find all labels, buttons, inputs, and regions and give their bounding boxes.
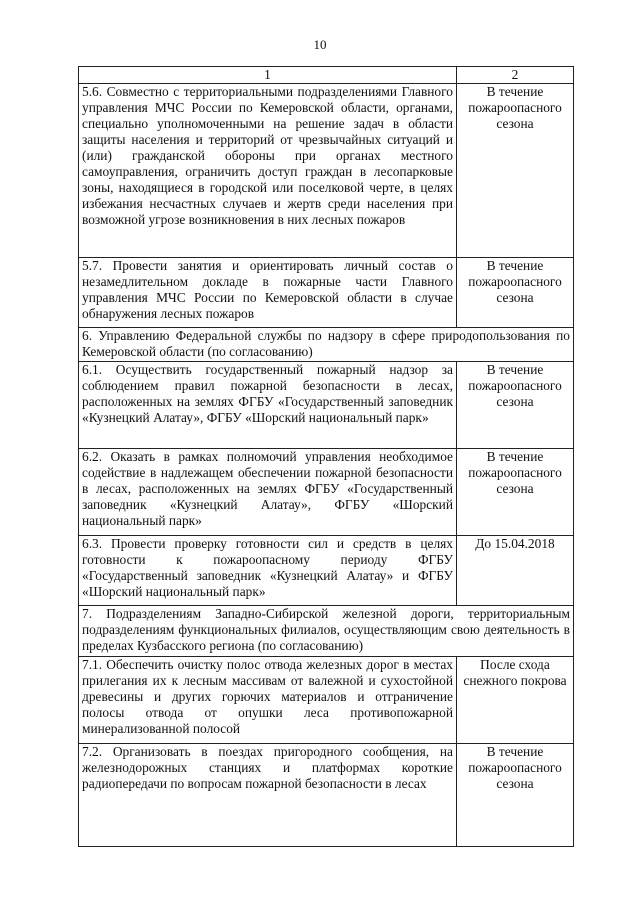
measure-term: В течение пожароопасного сезона	[457, 362, 574, 449]
table-row	[79, 362, 574, 449]
measures-table	[78, 66, 574, 847]
page-number: 10	[313, 37, 327, 52]
measure-text: 6.1. Осуществить государственный пожарный надзор за соблюдением правил пожарной безопасности в лесах, расположенных на землях ФГБУ «Государственный заповедник «Кузнецкий Алатау», ФГБУ «Шорский национальный парк»	[79, 362, 457, 449]
measure-text: 6.2. Оказать в рамках полномочий управления необходимое содействие в надлежащем обеспечении пожарной безопасности в лесах, расположенных на землях ФГБУ «Государственный заповедник «Кузнецкий Алатау», ФГБУ «Шорский национальный парк»	[79, 449, 457, 536]
measure-term: В течение пожароопасного сезона	[457, 744, 574, 847]
table-header-row	[79, 67, 574, 84]
measure-term: В течение пожароопасного сезона	[457, 84, 574, 258]
table-row	[79, 744, 574, 847]
column-header-1: 1	[79, 67, 457, 84]
table-row	[79, 258, 574, 328]
section-row	[79, 328, 574, 362]
measure-text: 6.3. Провести проверку готовности сил и средств в целях готовности к пожароопасному периоду ФГБУ «Государственный заповедник «Кузнецкий Алатау» и ФГБУ «Шорский национальный парк»	[79, 536, 457, 606]
section-heading: 7. Подразделениям Западно-Сибирской железной дороги, территориальным подразделениям функциональных филиалов, осуществляющим свою деятельность в пределах Кузбасского региона (по согласованию)	[79, 606, 574, 657]
table-row	[79, 536, 574, 606]
measure-text: 7.2. Организовать в поездах пригородного сообщения, на железнодорожных станциях и платформах короткие радиопередачи по вопросам пожарной безопасности в лесах	[79, 744, 457, 847]
table-row	[79, 657, 574, 744]
column-header-2: 2	[457, 67, 574, 84]
section-heading: 6. Управлению Федеральной службы по надзору в сфере природопользования по Кемеровской области (по согласованию)	[79, 328, 574, 362]
measure-term: После схода снежного покрова	[457, 657, 574, 744]
measure-term: В течение пожароопасного сезона	[457, 449, 574, 536]
measure-text: 5.6. Совместно с территориальными подразделениями Главного управления МЧС России по Кемеровской области, органами, специально уполномоченными на решение задач в области защиты населения и территорий от чрезвычайных ситуаций и (или) гражданской обороны при органах местного самоуправления, ограничить доступ граждан в лесопарковые зоны, находящиеся в городской или поселковой черте, в целях избежания несчастных случаев и жертв среди населения при возможной угрозе возникновения в них лесных пожаров	[79, 84, 457, 258]
section-row	[79, 606, 574, 657]
measure-text: 7.1. Обеспечить очистку полос отвода железных дорог в местах прилегания их к лесным массивам от валежной и сухостойной древесины и других горючих материалов и отграничение полосы отвода от опушки леса противопожарной минерализованной полосой	[79, 657, 457, 744]
measure-term: В течение пожароопасного сезона	[457, 258, 574, 328]
measure-term: До 15.04.2018	[457, 536, 574, 606]
table-row	[79, 449, 574, 536]
measure-text: 5.7. Провести занятия и ориентировать личный состав о незамедлительном докладе в пожарные части Главного управления МЧС России по Кемеровской области в случае обнаружения лесных пожаров	[79, 258, 457, 328]
table-row	[79, 84, 574, 258]
